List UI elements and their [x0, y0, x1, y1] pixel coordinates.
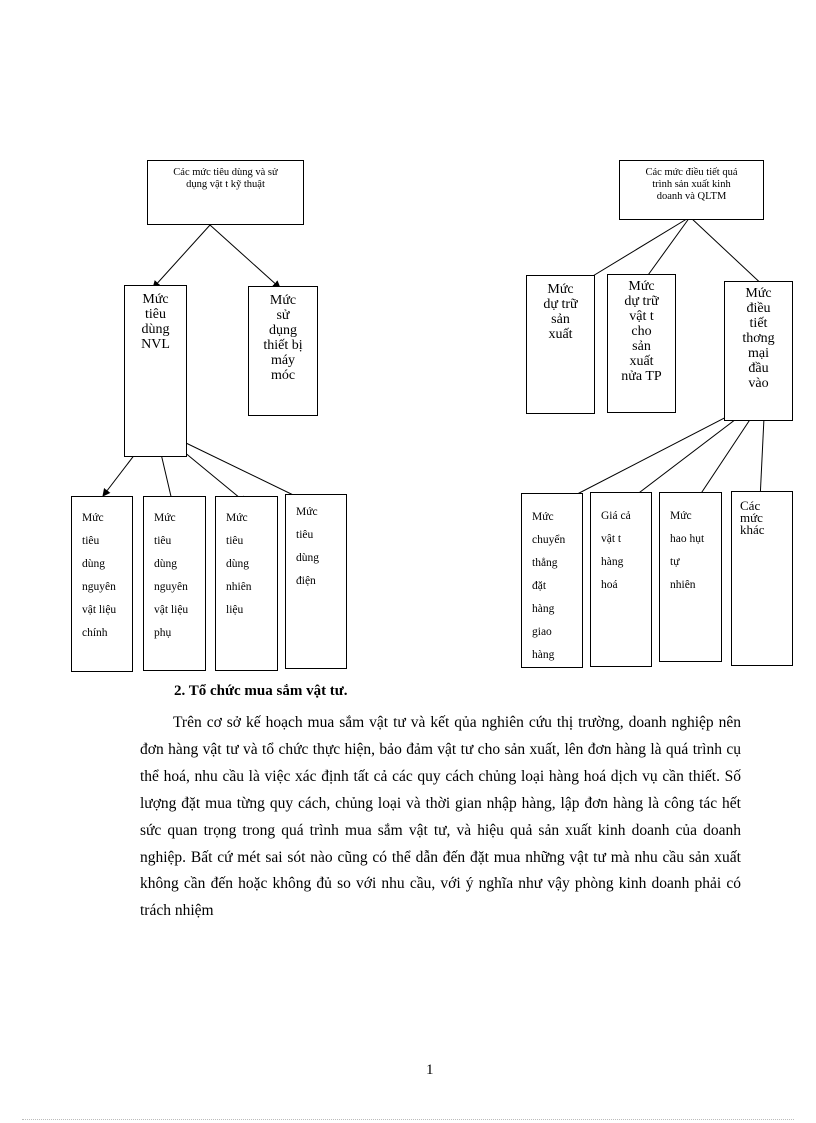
section-paragraph: Trên cơ sở kế hoạch mua sắm vật tư và kết qủa nghiên cứu thị trường, doanh nghiệp nên đơn hàng vật tư và tổ chức thực hiện, bảo đảm vật tư cho sản xuất, lên đơn hàng là quá trình cụ thể hoá, nhu cầu là việc xác định tất cả các quy cách chủng loại hàng hoá dịch vụ cần thiết. Số lượng đặt mua từng quy cách, chủng loại và thời gian nhập hàng, lập đơn hàng là công tác hết sức quan trọng trong quá trình mua sắm vật tư, và hiệu quả sản xuất kinh doanh của doanh nghiệp. Bất cứ mét sai sót nào cũng có thể dẫn đến đặt mua những vật tư mà nhu cầu sản xuất không cần đến hoặc không đủ so với nhu cầu, với ý nghĩa như vậy phòng kinh doanh phải có trách nhiệm: [140, 714, 741, 920]
left-root-box: Các mức tiêu dùng và sử dụng vật t kỹ thuật: [147, 160, 304, 225]
right-mid-box-du-tru-sx: Mức dự trữ sản xuất: [526, 275, 595, 414]
right-mid-box-dieu-tiet: Mức điều tiết thơng mại đầu vào: [724, 281, 793, 421]
connector-rroot-to-m3: [690, 217, 768, 290]
right-leaf-box-hao-hut: Mức hao hụt tự nhiên: [659, 492, 722, 662]
left-leaf-box-dien: Mức tiêu dùng điện: [285, 494, 347, 669]
left-leaf-box-nvl-phu: Mức tiêu dùng nguyên vật liệu phụ: [143, 496, 206, 671]
left-mid-box-nvl: Mức tiêu dùng NVL: [124, 285, 187, 457]
left-leaf-box-nhien-lieu: Mức tiêu dùng nhiên liệu: [215, 496, 278, 671]
connector-rroot-to-m2: [643, 217, 690, 282]
right-mid-box-du-tru-vt: Mức dự trữ vật t cho sản xuất nửa TP: [607, 274, 676, 413]
page-footer-divider: [22, 1119, 794, 1120]
right-leaf-box-gia-ca: Giá cả vật t hàng hoá: [590, 492, 652, 667]
section-heading: 2. Tổ chức mua sắm vật tư.: [174, 683, 348, 699]
right-leaf-box-chuyen-thang: Mức chuyển thẳng đặt hàng giao hàng: [521, 493, 583, 668]
page-number: 1: [426, 1062, 434, 1078]
connector-root-to-nvl: [153, 225, 210, 288]
right-leaf-box-khac: Các mức khác: [731, 491, 793, 666]
right-root-box: Các mức điều tiết quá trình sản xuất kinh doanh và QLTM: [619, 160, 764, 220]
left-mid-box-thietbi: Mức sử dụng thiết bị máy móc: [248, 286, 318, 416]
left-leaf-box-nvl-chinh: Mức tiêu dùng nguyên vật liệu chính: [71, 496, 133, 672]
connector-root-to-thietbi: [210, 225, 280, 288]
